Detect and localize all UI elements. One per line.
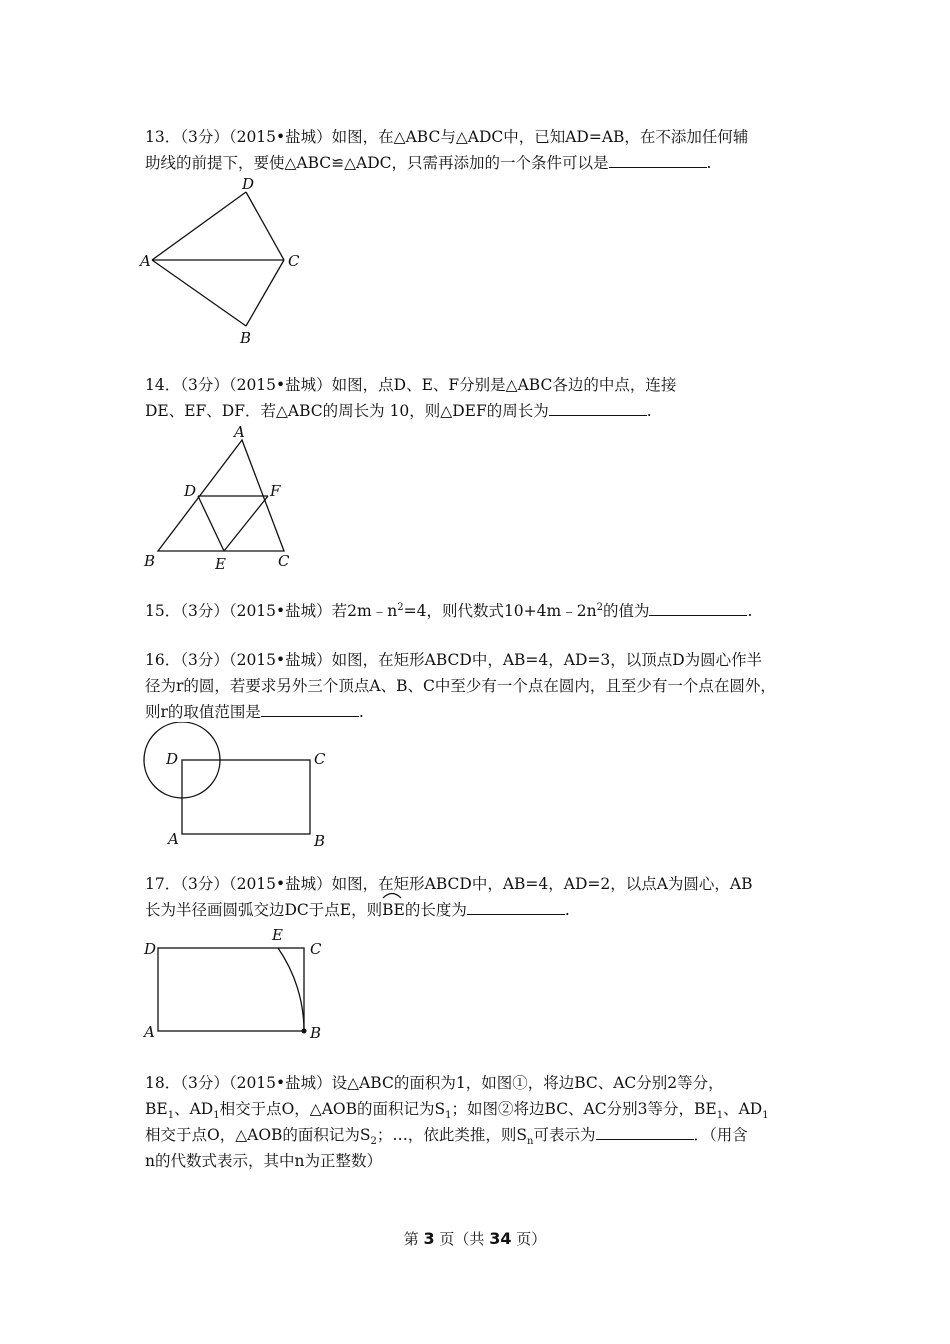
- q16-line2: 径为r的圆，若要求另外三个顶点A、B、C中至少有一个点在圆内，且至少有一个点在圆外，: [145, 677, 776, 695]
- q13-line1: 13．（3分）（2015•盐城）如图，在△ABC与△ADC中，已知AD=AB，在不添加任何辅: [145, 128, 749, 146]
- q17-line2-post: 的长度为: [404, 901, 467, 919]
- q13-label-B: B: [240, 329, 252, 347]
- footer-text: 页（共: [434, 1230, 490, 1248]
- q13-figure: [138, 176, 308, 348]
- q18-sub: 2: [370, 1136, 377, 1148]
- q17-label-D: D: [144, 940, 157, 958]
- q15-post: 的值为: [602, 602, 650, 620]
- question-17: [145, 871, 825, 923]
- question-13: [145, 124, 825, 176]
- q17-line1: 17．（3分）（2015•盐城）如图，在矩形ABCD中，AB=4，AD=2，以点A为圆心，AB: [145, 875, 753, 893]
- q13-end: .: [706, 154, 712, 172]
- question-15: [145, 598, 825, 624]
- q16-answer-blank: [261, 702, 359, 717]
- q17-label-A: A: [144, 1023, 155, 1041]
- q18-line3: [145, 1122, 825, 1148]
- q16-label-C: C: [314, 750, 326, 768]
- q17-end: .: [564, 901, 570, 919]
- q18-line1: 18．（3分）（2015•盐城）设△ABC的面积为1，如图①，将边BC、AC分别2等分，: [145, 1074, 724, 1092]
- q16-figure: [138, 722, 338, 852]
- q18-line4: n的代数式表示，其中n为正整数）: [145, 1152, 382, 1170]
- q13-line2: [145, 150, 825, 176]
- q13-seg-DC: [246, 192, 284, 260]
- q15-end: .: [747, 602, 753, 620]
- q16-end: .: [358, 703, 364, 721]
- q15-sup1: 2: [397, 601, 404, 613]
- q17-label-B: B: [310, 1024, 322, 1042]
- q17-figure: [138, 924, 338, 1044]
- q18-answer-blank: [596, 1125, 694, 1140]
- q18-sub: n: [527, 1136, 534, 1148]
- q13-answer-blank: [609, 153, 707, 168]
- q14-line1: 14．（3分）（2015•盐城）如图，点D、E、F分别是△ABC各边的中点，连接: [145, 376, 677, 394]
- q17-line2: [145, 897, 825, 923]
- q17-point-B: [302, 1029, 307, 1034]
- question-16: [145, 647, 825, 725]
- q14-line2-text: DE、EF、DF．若△ABC的周长为 10，则△DEF的周长为: [145, 402, 549, 420]
- q18-sub: 1: [213, 1110, 220, 1122]
- q15-answer-blank: [649, 601, 747, 616]
- q14-label-B: B: [144, 552, 156, 570]
- q14-label-F: F: [270, 482, 281, 500]
- q18-text: 相交于点O，△AOB的面积记为S: [145, 1126, 371, 1144]
- q18-text: 、AD: [174, 1100, 214, 1118]
- footer-text: 第: [403, 1230, 424, 1248]
- q14-label-A: A: [234, 424, 245, 441]
- q18-text: 可表示为: [533, 1126, 596, 1144]
- page-footer: [0, 1228, 950, 1249]
- q14-label-E: E: [215, 555, 226, 573]
- q14-seg-EF: [224, 496, 268, 551]
- q13-label-D: D: [242, 176, 255, 193]
- q17-arc-BE: [278, 948, 304, 1031]
- q15-pre: 15．（3分）（2015•盐城）若2m﹣n: [145, 602, 398, 620]
- footer-total-pages: 34: [489, 1229, 512, 1248]
- q18-sub: 1: [716, 1110, 724, 1122]
- q16-label-D: D: [166, 750, 179, 768]
- q17-answer-blank: [467, 900, 565, 915]
- question-14: [145, 372, 825, 424]
- q14-seg-DE: [198, 496, 224, 551]
- q13-label-C: C: [288, 252, 300, 270]
- q13-seg-BC: [246, 260, 284, 326]
- q17-label-C: C: [310, 940, 322, 958]
- question-18: [145, 1070, 825, 1174]
- q17-arc-notation: [382, 897, 405, 923]
- q17-label-E: E: [272, 926, 283, 944]
- q18-sub: 1: [762, 1110, 769, 1122]
- q16-rectangle-ABCD: [182, 760, 310, 834]
- q18-sub: 1: [445, 1110, 452, 1122]
- q15-sup2: 2: [596, 601, 603, 613]
- q14-end: .: [646, 402, 652, 420]
- q15-line1: [145, 598, 825, 624]
- q13-seg-AB: [152, 260, 246, 326]
- q14-answer-blank: [549, 401, 647, 416]
- q18-text: ；如图②将边BC、AC分别3等分，BE: [451, 1100, 717, 1118]
- footer-text: 页）: [511, 1230, 547, 1248]
- q18-text: 、AD: [723, 1100, 763, 1118]
- q15-mid: =4，则代数式10+4m﹣2n: [403, 602, 597, 620]
- q18-text: ．（用含: [693, 1126, 748, 1144]
- q16-line1: 16．（3分）（2015•盐城）如图，在矩形ABCD中，AB=4，AD=3，以顶点D为圆心作半: [145, 651, 763, 669]
- q18-text: BE: [145, 1100, 168, 1118]
- q14-figure: [138, 424, 308, 574]
- arc-overmark-icon: [382, 891, 402, 899]
- q18-line2: [145, 1096, 825, 1122]
- q14-label-C: C: [278, 552, 290, 570]
- q14-label-D: D: [184, 482, 197, 500]
- q18-text: 相交于点O，△AOB的面积记为S: [219, 1100, 446, 1118]
- q18-sub: 1: [167, 1110, 175, 1122]
- footer-page-number: 3: [423, 1229, 435, 1248]
- q17-rectangle-ABCD: [158, 948, 304, 1031]
- q18-text: ；…，依此类推，则S: [376, 1126, 528, 1144]
- q16-label-A: A: [168, 830, 179, 848]
- q17-line2-pre: 长为半径画圆弧交边DC于点E，则: [145, 901, 383, 919]
- q16-line3-text: 则r的取值范围是: [145, 703, 261, 721]
- q17-arc-text: BE: [382, 901, 405, 919]
- q13-seg-AD: [152, 192, 246, 260]
- q14-line2: [145, 398, 825, 424]
- q16-label-B: B: [314, 832, 326, 850]
- q13-label-A: A: [140, 252, 151, 270]
- q13-line2-text: 助线的前提下，要使△ABC≌△ADC，只需再添加的一个条件可以是: [145, 154, 609, 172]
